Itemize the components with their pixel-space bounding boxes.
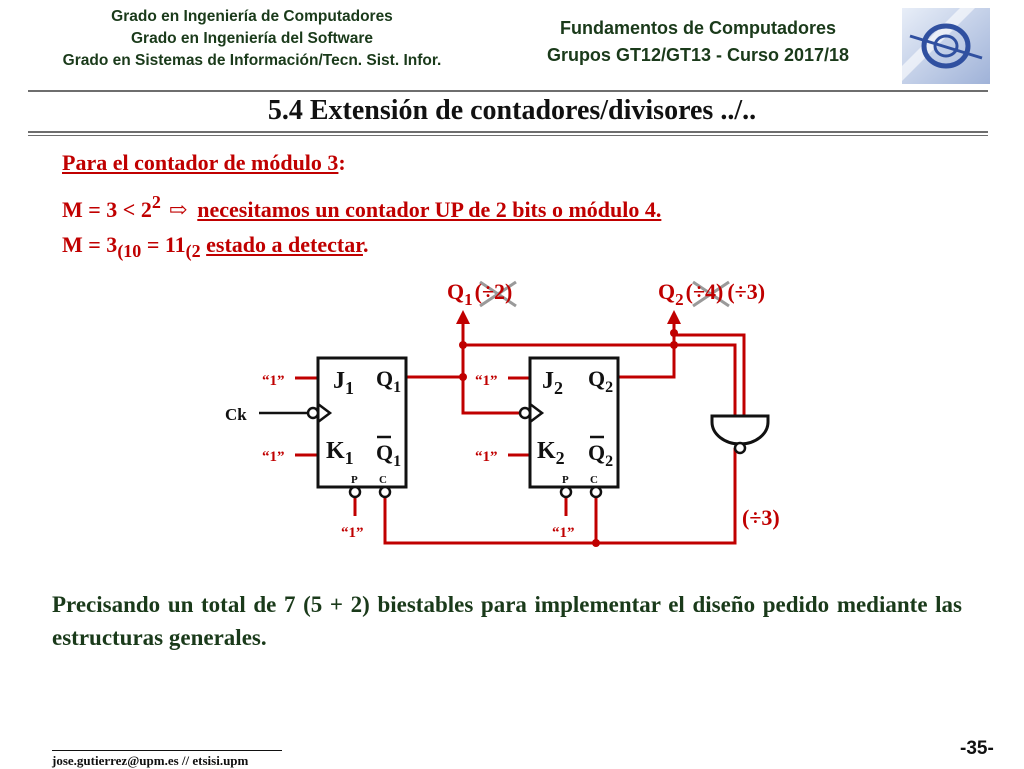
ff1-k-label: $K_1$ xyxy=(326,438,354,468)
state-decimal-base: (10 xyxy=(117,241,142,261)
ff2-j-label: $J_2$ xyxy=(542,368,563,398)
ff2-k-input-one: “1” xyxy=(475,449,498,465)
requirement-text: necesitamos un contador UP de 2 bits o módulo 4. xyxy=(197,197,662,222)
header-degree-2: Grado en Ingeniería del Software xyxy=(130,30,374,47)
ff2-preset-input-one: “1” xyxy=(552,525,575,541)
state-binary-base: (2 xyxy=(185,241,201,261)
header-degree-3: Grado en Sistemas de Información/Tecn. Sist. Infor. xyxy=(62,52,442,69)
statement-line-1 xyxy=(62,150,346,176)
ff1-clear-label: C xyxy=(379,474,387,486)
detect-state-period: . xyxy=(362,232,369,257)
ff2-j-input-one: “1” xyxy=(475,373,498,389)
header-degree-1: Grado en Ingeniería de Computadores xyxy=(111,8,393,25)
header-course-groups: Grupos GT12/GT13 - Curso 2017/18 xyxy=(546,45,850,65)
title-rule xyxy=(28,131,988,133)
header-course xyxy=(492,15,904,69)
detect-state-text: estado a detectar xyxy=(206,232,363,257)
title-rule-thin xyxy=(28,135,988,136)
ff2-k-label: $K_2$ xyxy=(537,438,565,468)
modulo-colon: : xyxy=(338,150,346,175)
ff2-q-label: $Q_2$ xyxy=(588,366,614,396)
slide-title: 5.4 Extensión de contadores/divisores ../.. xyxy=(267,95,757,126)
q1-output-label: $Q_1(\div 2)$ xyxy=(447,279,513,309)
footer-author: jose.gutierrez@upm.es // etsisi.upm xyxy=(52,750,282,769)
inequality-exponent: 2 xyxy=(151,192,161,212)
conclusion-paragraph: Precisando un total de 7 (5 + 2) biestables para implementar el diseño pedido mediante las estructuras generales. xyxy=(52,592,962,650)
header-rule xyxy=(28,90,988,92)
header-course-name: Fundamentos de Computadores xyxy=(559,18,837,38)
ff2-clear-label: C xyxy=(590,474,598,486)
ff1-j-label: $J_1$ xyxy=(333,368,354,398)
modulo-heading: Para el contador de módulo 3 xyxy=(62,150,339,175)
ff1-j-input-one: “1” xyxy=(262,373,285,389)
ff1-q-label: $Q_1$ xyxy=(376,366,402,396)
div3-output-label: (÷3) xyxy=(742,505,780,530)
state-decimal: M = 3 xyxy=(62,232,118,257)
nand-gate xyxy=(712,416,768,453)
ff1-preset-input-one: “1” xyxy=(341,525,364,541)
ff1-k-input-one: “1” xyxy=(262,449,285,465)
statement-line-2 xyxy=(62,192,661,223)
university-logo xyxy=(900,6,992,86)
statement-line-3 xyxy=(62,232,368,262)
ff1-preset-label: P xyxy=(351,474,358,486)
state-binary: = 11 xyxy=(141,232,186,257)
ff1-qn-label: $Q_1$ xyxy=(376,440,402,470)
q2-output-label: $Q_2(\div 4)$ (÷3) xyxy=(658,279,766,309)
header-degrees xyxy=(12,6,492,72)
clock-label: Ck xyxy=(225,405,247,424)
inequality: M = 3 < 2 xyxy=(62,197,152,222)
counter-circuit-diagram xyxy=(0,270,1024,570)
page-number: -35- xyxy=(960,738,994,759)
implies-arrow-icon: ⇨ xyxy=(168,197,188,222)
ff2-preset-label: P xyxy=(562,474,569,486)
ff2-qn-label: $Q_2$ xyxy=(588,440,614,470)
